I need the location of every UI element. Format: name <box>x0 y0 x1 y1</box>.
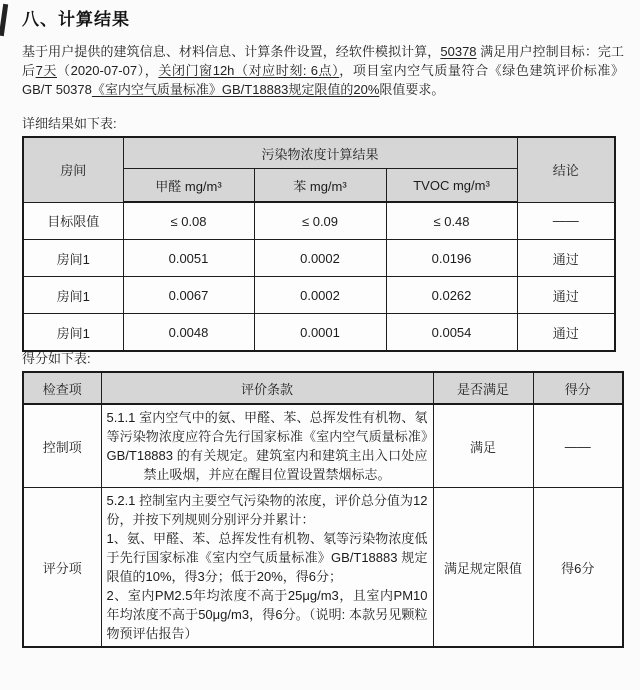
column-header-benzene: 苯 mg/m³ <box>254 169 386 203</box>
table-row-room <box>23 277 615 314</box>
cell-satisfied: 满足规定限值 <box>433 488 533 648</box>
cell-conclusion: 通过 <box>517 314 615 352</box>
clause-511-text: 5.1.1 室内空气中的氨、甲醛、苯、总挥发性有机物、氡等污染物浓度应符合先行国家标准《室内空气质量标准》GB/T18883 的有关规定。建筑室内和建筑主出入口处应禁止吸烟，并应在醒目位置设置禁烟标志。 <box>106 410 428 482</box>
cell-benzene: 0.0002 <box>254 240 386 277</box>
column-header-room: 房间 <box>23 137 123 202</box>
cell-check-item: 评分项 <box>23 488 101 648</box>
cell-score: 得6分 <box>533 488 623 648</box>
cell-room: 目标限值 <box>23 202 123 240</box>
table-row-room <box>23 240 615 277</box>
column-header-satisfied: 是否满足 <box>433 372 533 404</box>
cell-tvoc: 0.0054 <box>386 314 517 352</box>
intro-segment-underlined: 关闭门窗12h（对应时刻: 6点） <box>158 63 340 78</box>
cell-tvoc: 0.0196 <box>386 240 517 277</box>
clause-521-rule-2: 2、室内PM2.5年均浓度不高于25μg/m3，且室内PM10年均浓度不高于50μg/m3，得6分。（说明: 本款另见颗粒物预评估报告） <box>106 588 428 641</box>
cell-tvoc: ≤ 0.48 <box>386 202 517 240</box>
cell-hcho: ≤ 0.08 <box>123 202 254 240</box>
cell-hcho: 0.0067 <box>123 277 254 314</box>
column-header-clause: 评价条款 <box>101 372 433 404</box>
column-header-score: 得分 <box>533 372 623 404</box>
cell-benzene: 0.0001 <box>254 314 386 352</box>
cell-clause-511 <box>101 404 433 488</box>
cell-hcho: 0.0048 <box>123 314 254 352</box>
intro-segment-underlined: 7天 <box>35 63 57 78</box>
intro-segment-underlined: 50378 <box>440 44 477 59</box>
cell-satisfied: 满足 <box>433 404 533 488</box>
score-table-caption: 得分如下表: <box>22 351 91 366</box>
cell-hcho: 0.0051 <box>123 240 254 277</box>
column-header-tvoc: TVOC mg/m³ <box>386 169 517 203</box>
cell-check-item: 控制项 <box>23 404 101 488</box>
clause-521-rule-1: 1、氨、甲醛、苯、总挥发性有机物、氡等污染物浓度低于先行国家标准《室内空气质量标准》GB/T18883 规定限值的10%，得3分；低于20%，得6分； <box>106 531 428 584</box>
group-header-pollutant-results: 污染物浓度计算结果 <box>123 137 517 169</box>
cell-room: 房间1 <box>23 277 123 314</box>
cell-conclusion: 通过 <box>517 277 615 314</box>
pollutant-results-table <box>22 136 616 352</box>
intro-paragraph <box>22 42 624 99</box>
page-title: 八、计算结果 <box>22 10 130 29</box>
intro-segment: 限值要求。 <box>379 82 445 97</box>
cell-benzene: ≤ 0.09 <box>254 202 386 240</box>
intro-segment: 基于用户提供的建筑信息、材料信息、计算条件设置，经软件模拟计算， <box>22 44 441 59</box>
page-edge-artifact <box>0 4 8 36</box>
intro-segment: ，项目室内空气质量符合《绿色建筑评价标准》GB/T 50378 <box>22 63 624 97</box>
cell-benzene: 0.0002 <box>254 277 386 314</box>
results-table-caption: 详细结果如下表: <box>22 116 117 131</box>
intro-segment-underlined: 《室内空气质量标准》GB/T18883规定限值的20% <box>91 82 380 97</box>
table-row-control-item <box>23 404 623 488</box>
column-header-conclusion: 结论 <box>517 137 615 202</box>
cell-score: —— <box>533 404 623 488</box>
table-row-scoring-item <box>23 488 623 648</box>
intro-segment: （2020-07-07）， <box>57 63 159 78</box>
table-row-target-limit <box>23 202 615 240</box>
cell-clause-521 <box>101 488 433 648</box>
cell-tvoc: 0.0262 <box>386 277 517 314</box>
clause-521-intro: 5.2.1 控制室内主要空气污染物的浓度，评价总分值为12份，并按下列规则分别评分并累计： <box>106 493 428 527</box>
cell-room: 房间1 <box>23 240 123 277</box>
cell-conclusion: —— <box>517 202 615 240</box>
intro-segment: 满足用户控制目标：完工后 <box>22 44 624 78</box>
score-table <box>22 371 624 648</box>
cell-conclusion: 通过 <box>517 240 615 277</box>
column-header-hcho: 甲醛 mg/m³ <box>123 169 254 203</box>
column-header-check-item: 检查项 <box>23 372 101 404</box>
table-row-room <box>23 314 615 352</box>
cell-room: 房间1 <box>23 314 123 352</box>
